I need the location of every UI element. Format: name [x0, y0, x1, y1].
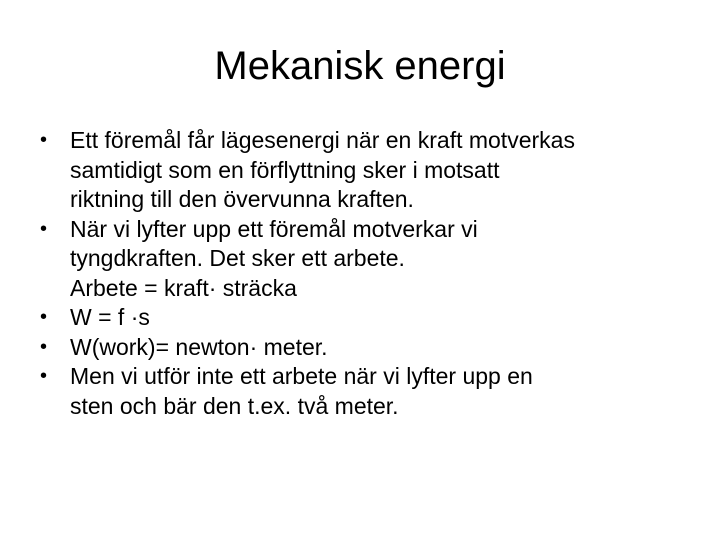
bullet-item-3: [40, 303, 690, 333]
slide-title: Mekanisk energi: [214, 44, 506, 88]
bullet-text-line: Arbete = kraft· sträcka: [70, 274, 297, 301]
bullet-item-4: [40, 333, 690, 363]
bullet-text-line: samtidigt som en förflyttning sker i motsatt: [70, 156, 500, 183]
bullet-text-line: Ett föremål får lägesenergi när en kraft motverkas: [70, 127, 575, 153]
bullet-icon: •: [40, 306, 48, 328]
bullet-list: [40, 126, 690, 421]
bullet-icon: •: [40, 335, 48, 358]
bullet-text-line: tyngdkraften. Det sker ett arbete.: [70, 245, 405, 271]
bullet-text-line: sten och bär den t.ex. två meter.: [70, 392, 399, 419]
bullet-icon: •: [40, 129, 48, 151]
bullet-text-line: När vi lyfter upp ett föremål motverkar vi: [70, 215, 478, 242]
bullet-text-line: W = f ·s: [70, 304, 150, 330]
bullet-icon: •: [40, 365, 48, 387]
bullet-text-line: W(work)= newton· meter.: [70, 333, 328, 360]
bullet-item-5: [40, 362, 690, 421]
bullet-item-2: [40, 215, 690, 304]
bullet-text-line: riktning till den övervunna kraften.: [70, 186, 414, 212]
bullet-text-line: Men vi utför inte ett arbete när vi lyfter upp en: [70, 363, 533, 389]
bullet-icon: •: [40, 217, 48, 240]
bullet-item-1: [40, 126, 690, 215]
